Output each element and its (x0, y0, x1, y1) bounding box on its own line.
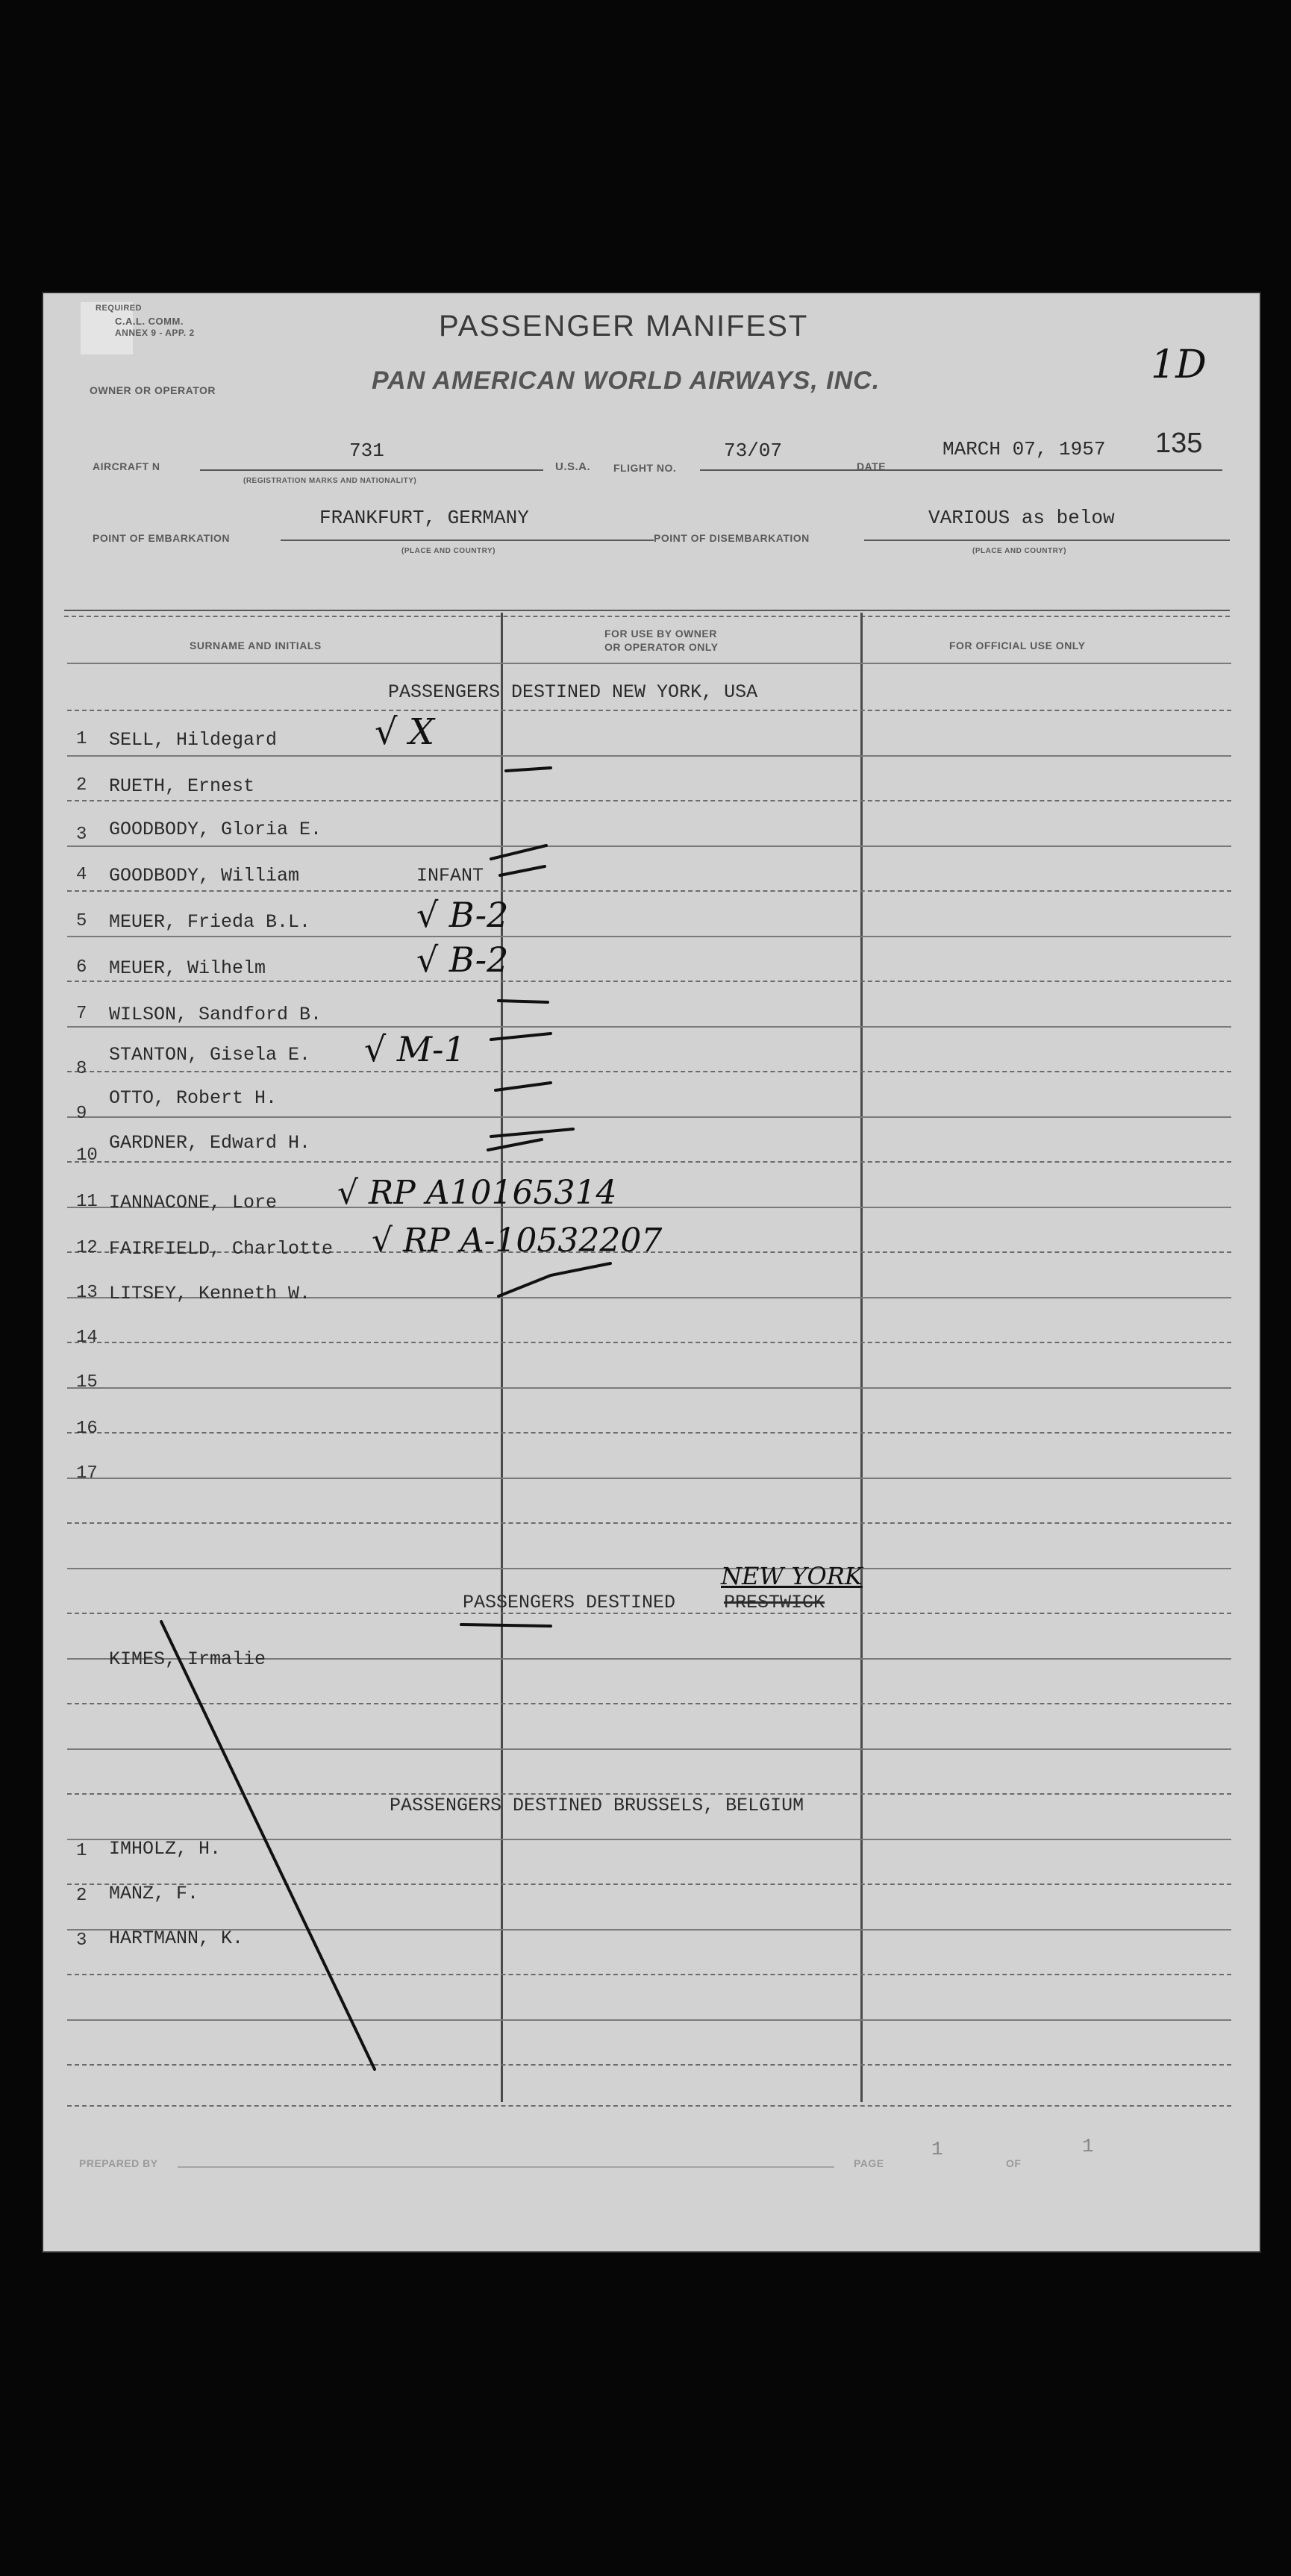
ruled-line (67, 1071, 1231, 1072)
ruled-line (67, 1161, 1231, 1163)
handwritten-destination: NEW YORK (721, 1562, 863, 1590)
row-num: 8 (76, 1059, 87, 1079)
prepared-by-label: PREPARED BY (79, 2157, 158, 2169)
passenger-name: HARTMANN, K. (109, 1928, 244, 1949)
ruled-line (67, 800, 1231, 801)
ruled-line (67, 1839, 1231, 1840)
passenger-name: STANTON, Gisela E. (109, 1044, 311, 1066)
embarkation-value: FRANKFURT, GERMANY (319, 507, 529, 529)
passenger-name: KIMES, Irmalie (109, 1648, 266, 1670)
owner-label: OWNER OR OPERATOR (90, 384, 216, 396)
col-owner-use-2: OR OPERATOR ONLY (604, 641, 719, 653)
handwritten-note: √ M-1 (364, 1029, 466, 1069)
row-num: 5 (76, 911, 87, 931)
passenger-name: WILSON, Sandford B. (109, 1004, 322, 1025)
passenger-name: IANNACONE, Lore (109, 1192, 278, 1213)
ruled-line (67, 1116, 1231, 1118)
ruled-line (67, 1568, 1231, 1569)
ruled-line (67, 1522, 1231, 1524)
ruled-line (67, 2064, 1231, 2066)
col-owner-use-1: FOR USE BY OWNER (604, 628, 717, 640)
embarkation-caption: (PLACE AND COUNTRY) (401, 547, 496, 555)
section-heading-new-york: PASSENGERS DESTINED NEW YORK, USA (388, 681, 758, 703)
struck-destination: PRESTWICK (724, 1592, 825, 1613)
row-num: 10 (76, 1145, 98, 1166)
passenger-name: LITSEY, Kenneth W. (109, 1283, 311, 1304)
section-heading-brussels: PASSENGERS DESTINED BRUSSELS, BELGIUM (390, 1795, 804, 1816)
passenger-name: FAIRFIELD, Charlotte (109, 1238, 334, 1260)
passenger-name: GARDNER, Edward H. (109, 1132, 311, 1154)
airline-name: PAN AMERICAN WORLD AIRWAYS, INC. (372, 366, 881, 395)
ruled-line (67, 890, 1231, 892)
handwritten-marks (43, 293, 1260, 2251)
disembarkation-label: POINT OF DISEMBARKATION (654, 532, 810, 544)
row-num: 12 (76, 1238, 98, 1258)
ruled-line (67, 1748, 1231, 1750)
passenger-name: RUETH, Ernest (109, 775, 255, 797)
disembarkation-caption: (PLACE AND COUNTRY) (972, 547, 1066, 555)
pages-value: 1 (1082, 2135, 1094, 2157)
handwritten-note: √ B-2 (416, 895, 509, 935)
page-label: PAGE (854, 2157, 884, 2169)
disembarkation-value: VARIOUS as below (928, 507, 1115, 529)
registration-caption: (REGISTRATION MARKS AND NATIONALITY) (243, 477, 417, 485)
ruled-line (67, 2019, 1231, 2021)
usa-label: U.S.A. (555, 460, 591, 473)
row-num: 3 (76, 825, 87, 845)
ruled-line (67, 1974, 1231, 1975)
handwritten-page-mark: 1D (1151, 343, 1207, 387)
row-num: 16 (76, 1419, 98, 1439)
date-label: DATE (857, 460, 887, 472)
row-num: 2 (76, 1886, 87, 1906)
passenger-name: GOODBODY, William (109, 865, 300, 887)
passenger-name: MEUER, Frieda B.L. (109, 911, 311, 933)
ruled-line (67, 710, 1231, 711)
row-num: 7 (76, 1004, 87, 1024)
ruled-line (67, 1432, 1231, 1434)
ruled-line (67, 755, 1231, 757)
ruled-line (67, 1026, 1231, 1028)
sheet-number: 135 (1155, 428, 1203, 459)
ruled-line (67, 845, 1231, 847)
page-value: 1 (931, 2138, 943, 2160)
row-num: 3 (76, 1931, 87, 1951)
corner-stamp-line-1: REQUIRED (96, 304, 143, 313)
passenger-name: MANZ, F. (109, 1883, 199, 1904)
ruled-line (67, 2105, 1231, 2107)
row-num: 9 (76, 1104, 87, 1124)
row-num: 6 (76, 957, 87, 978)
passenger-name: IMHOLZ, H. (109, 1838, 222, 1860)
manifest-sheet (43, 293, 1260, 2251)
handwritten-note: √ RP A10165314 (337, 1174, 617, 1212)
date-value: MARCH 07, 1957 (943, 438, 1106, 460)
ruled-line (67, 1478, 1231, 1479)
section-heading-second: PASSENGERS DESTINED (463, 1592, 676, 1613)
of-label: OF (1006, 2157, 1022, 2169)
row-num: 14 (76, 1328, 98, 1348)
row-num: 1 (76, 1841, 87, 1861)
ruled-line (67, 1703, 1231, 1704)
passenger-infant-tag: INFANT (416, 865, 484, 887)
row-num: 13 (76, 1283, 98, 1303)
aircraft-value: 731 (349, 440, 384, 462)
aircraft-label: AIRCRAFT N (93, 460, 160, 472)
ruled-line (67, 936, 1231, 937)
handwritten-note: √ X (375, 711, 435, 753)
row-num: 4 (76, 865, 87, 885)
passenger-name: SELL, Hildegard (109, 729, 278, 751)
flight-value: 73/07 (724, 440, 783, 462)
row-num: 2 (76, 775, 87, 795)
row-num: 1 (76, 729, 87, 749)
col-official: FOR OFFICIAL USE ONLY (949, 640, 1086, 651)
page-title: PASSENGER MANIFEST (439, 310, 809, 343)
column-divider-1 (501, 613, 503, 2102)
row-num: 17 (76, 1463, 98, 1484)
passenger-name: GOODBODY, Gloria E. (109, 819, 322, 840)
handwritten-note: √ B-2 (416, 940, 509, 980)
column-divider-2 (860, 613, 863, 2102)
ruled-line (67, 1342, 1231, 1343)
flight-label: FLIGHT NO. (613, 462, 677, 474)
embarkation-label: POINT OF EMBARKATION (93, 532, 230, 544)
ruled-line (67, 981, 1231, 982)
row-num: 11 (76, 1192, 98, 1212)
handwritten-note: √ RP A-10532207 (372, 1222, 663, 1260)
col-surname: SURNAME AND INITIALS (190, 640, 322, 651)
corner-stamp-line-2: C.A.L. COMM. (115, 316, 184, 327)
row-num: 15 (76, 1372, 98, 1392)
ruled-line (67, 1387, 1231, 1389)
passenger-name: MEUER, Wilhelm (109, 957, 266, 979)
corner-stamp-line-3: ANNEX 9 - APP. 2 (115, 328, 195, 338)
ruled-line (67, 1883, 1231, 1885)
passenger-name: OTTO, Robert H. (109, 1087, 278, 1109)
ruled-line (67, 663, 1231, 664)
